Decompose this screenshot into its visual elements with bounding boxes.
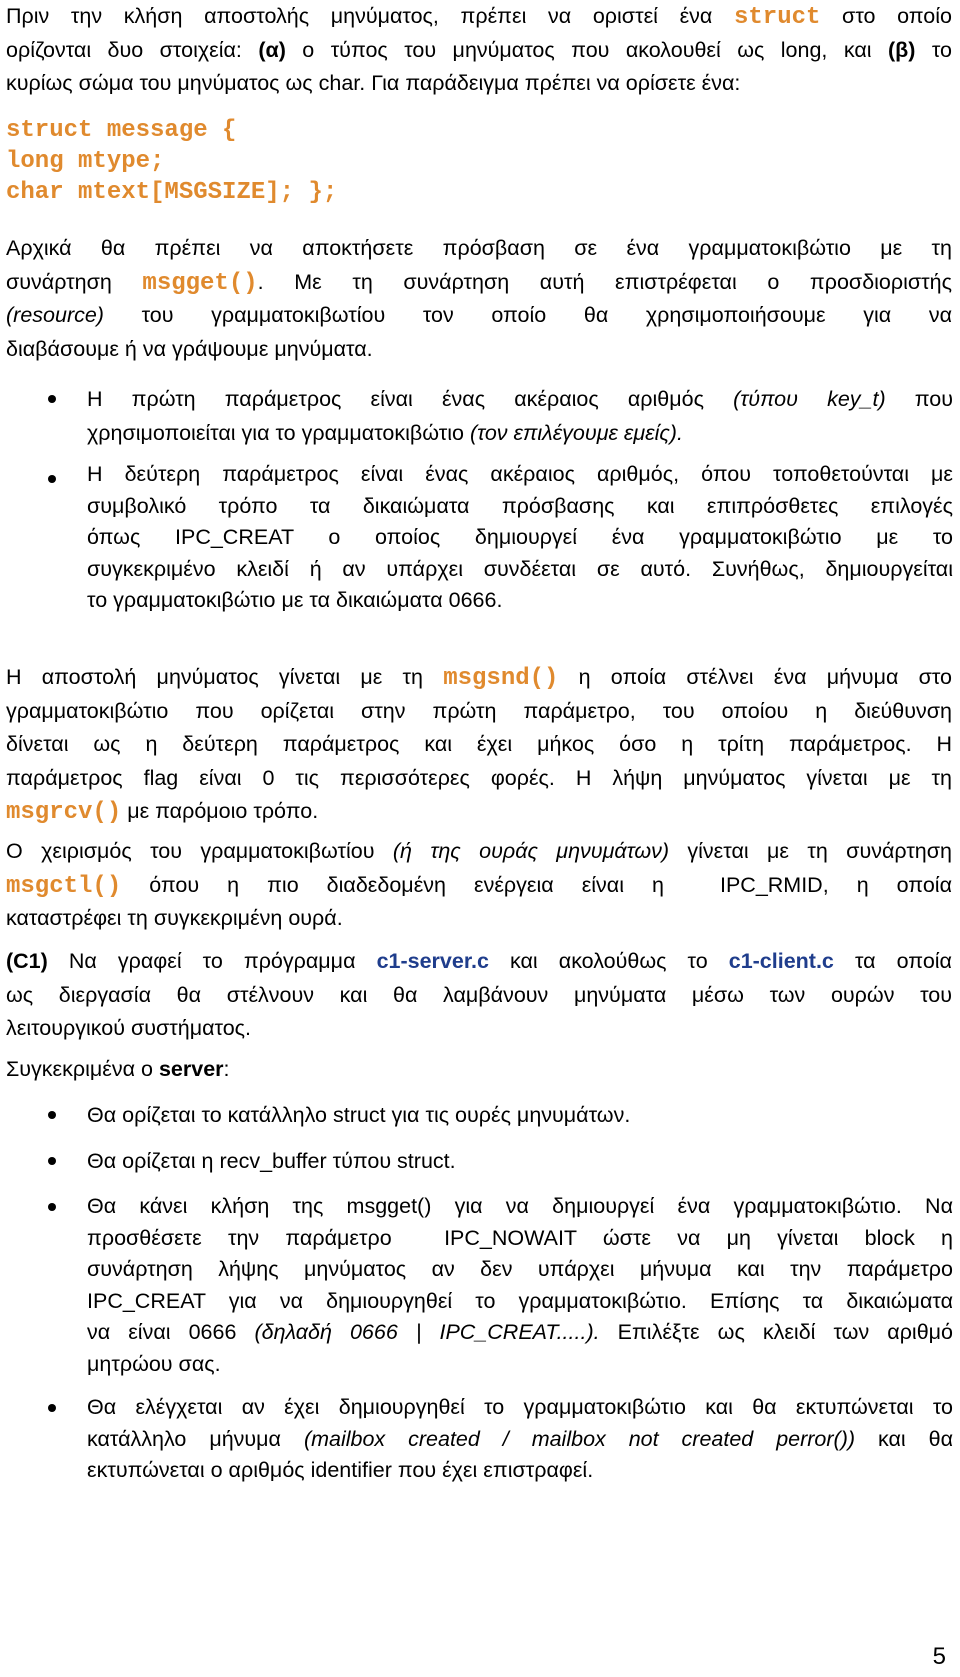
list-item [87,1099,953,1133]
text-line: όπως IPC_CREAT ο οποίος δημιουργεί ένα γραμματοκιβώτιο με το [87,525,953,549]
code-keyword: msgctl() [6,872,122,900]
text-run: το [915,37,952,62]
filename-client: c1-client.c [728,949,834,973]
text-line [87,383,953,417]
msgget-paragraph [6,232,952,366]
bullet-icon [48,1404,58,1414]
code-line: long mtype; [6,148,165,175]
text-line: γραμματοκιβώτιο που ορίζεται στην πρώτη παράμετρο, του οποίου η διεύθυνση [6,698,952,723]
text-line: Θα ελέγχεται αν έχει δημιουργηθεί το γραμματοκιβώτιο και θα εκτυπώνεται το [87,1395,953,1419]
struct-code-block [6,115,952,208]
text-run: που [885,387,954,411]
bold-marker: (α) [258,37,286,62]
text-run: . Με τη συνάρτηση αυτή επιστρέφεται ο προσδιοριστής [257,269,952,294]
italic-run: (ή της ουράς μηνυμάτων) [392,839,670,863]
text-run: χρησιμοποιείται για το γραμματοκιβώτιο [87,420,470,445]
code-keyword: msgrcv() [6,799,122,826]
text-line: Θα ορίζεται η recv_buffer τύπου struct. [87,1149,456,1173]
text-line [87,1424,953,1456]
text-run: συνάρτηση [6,269,143,294]
filename-server: c1-server.c [376,949,489,973]
text-line: λειτουργικού συστήματος. [6,1016,251,1040]
text-run: κυρίως σώμα του μηνύματος ως char. Για παράδειγμα πρέπει να ορίσετε ένα: [6,71,741,95]
text-line: καταστρέφει τη συγκεκριμένη ουρά. [6,906,343,930]
text-line [6,266,952,300]
text-line [6,869,952,903]
bullet-icon [48,1111,58,1121]
text-line: Θα ορίζεται το κατάλληλο struct για τις ουρές μηνυμάτων. [87,1103,631,1127]
text-line: συμβολικό τρόπο τα δικαιώματα πρόσβασης και επιπρόσθετες επιλογές [87,493,953,518]
text-run: : [223,1057,230,1081]
text-run: Πριν την κλήση αποστολής μηνύματος, πρέπει να οριστεί ένα [6,4,734,28]
code-keyword: struct [733,4,821,31]
text-line: Θα κάνει κλήση της msgget() για να δημιουργεί ένα γραμματοκιβώτιο. Να [87,1194,953,1218]
text-line [6,0,952,34]
text-line: εκτυπώνεται ο αριθμός identifier που έχει επιστραφεί. [87,1458,594,1482]
italic-run: (resource) [6,303,104,327]
text-line [6,835,952,869]
msgctl-paragraph [6,835,952,936]
intro-paragraph [6,0,952,101]
code-keyword: msgget() [142,269,258,297]
bold-run: server [158,1057,224,1081]
code-keyword: msgsnd() [443,665,559,692]
text-line [6,232,952,266]
list-item [87,1191,953,1380]
text-line: IPC_CREAT για να δημιουργηθεί το γραμματοκιβώτιο. Επίσης τα δικαιώματα [87,1288,953,1313]
text-run: γίνεται με τη συνάρτηση [669,839,952,863]
text-line [6,1053,952,1087]
list-item [87,1145,953,1179]
text-line [87,417,953,451]
code-line: char mtext[MSGSIZE]; }; [6,179,338,206]
text-line: ως διεργασία θα στέλνουν και θα λαμβάνουν μηνύματα μέσω των ουρών του [6,982,952,1007]
text-line: δίνεται ως η δεύτερη παράμετρος και έχει μήκος όσο η τρίτη παράμετρος. Η [6,732,952,756]
text-run: τα οποία [833,949,952,973]
list-item [87,383,953,450]
italic-run: (δηλαδή 0666 | IPC_CREAT.....). [254,1320,600,1344]
bullet-icon [48,1157,58,1167]
italic-run: (τύπου key_t) [733,387,886,411]
text-line [6,34,952,68]
text-run: όπου η πιο διαδεδομένη ενέργεια είναι η IPC_RMID, η οποία [121,872,952,897]
italic-run: (τον επιλέγουμε εμείς). [469,420,683,445]
text-run: και ακολούθως το [488,949,729,973]
text-line [6,299,952,333]
text-run: και θα [855,1426,953,1451]
bullet-icon [48,475,58,485]
text-run: να είναι 0666 [87,1320,255,1344]
page-number: 5 [932,1643,946,1670]
text-run: με παρόμοιο τρόπο. [121,799,319,823]
italic-run: (mailbox created / mailbox not created perror()) [303,1426,856,1451]
text-line: συγκεκριμένο κλειδί ή αν υπάρχει συνδέεται σε αυτό. Συνήθως, δημιουργείται [87,556,953,581]
bold-marker: (β) [887,37,916,62]
text-run: ορίζονται δυο στοιχεία: [6,37,259,62]
bullet-icon [48,1203,58,1213]
text-line: μητρώου σας. [87,1351,221,1376]
text-line [6,795,952,829]
text-line: παράμετρος flag είναι 0 τις περισσότερες φορές. Η λήψη μηνύματος γίνεται με τη [6,765,952,790]
text-line [6,333,952,367]
text-run: ο τύπος του μηνύματος που ακολουθεί ως long, και [285,37,888,62]
msgsnd-paragraph [6,661,952,829]
text-line [87,1317,953,1349]
text-run: Η αποστολή μηνύματος γίνεται με τη [6,665,444,689]
list-item [87,1392,953,1487]
server-heading [6,1053,952,1087]
text-run: η οποία στέλνει ένα μήνυμα στο [558,665,952,689]
text-run: Να γραφεί το πρόγραμμα [47,949,377,973]
text-run: κατάλληλο μήνυμα [87,1426,304,1451]
text-line: Η δεύτερη παράμετρος είναι ένας ακέραιος αριθμός, όπου τοποθετούνται με [87,462,953,486]
text-line [6,661,952,695]
text-run: Αρχικά θα πρέπει να αποκτήσετε πρόσβαση σε ένα γραμματοκιβώτιο με τη [6,236,952,260]
bullet-icon [48,395,58,405]
text-line: προσθέσετε την παράμετρο IPC_NOWAIT ώστε να μη γίνεται block η [87,1225,953,1250]
text-run: στο οποίο [820,4,952,28]
text-line [6,945,952,979]
text-line [6,67,952,101]
list-item [87,459,953,617]
code-line: struct message { [6,117,237,144]
text-line: συνάρτηση λήψης μηνύματος αν δεν υπάρχει μήνυμα και την παράμετρο [87,1257,953,1281]
task-label: (C1) [6,949,48,973]
text-run: Επιλέξτε ως κλειδί των αριθμό [599,1320,954,1344]
text-run: διαβάσουμε ή να γράψουμε μηνύματα. [6,336,373,361]
text-run: Συγκεκριμένα ο [6,1057,159,1081]
text-run: Ο χειρισμός του γραμματοκιβωτίου [6,839,393,863]
text-run: Η πρώτη παράμετρος είναι ένας ακέραιος αριθμός [87,387,734,411]
text-line: το γραμματοκιβώτιο με τα δικαιώματα 0666. [87,588,503,612]
text-run: του γραμματοκιβωτίου τον οποίο θα χρησιμοποιήσουμε για να [103,303,952,327]
task-c1-paragraph [6,945,952,1046]
